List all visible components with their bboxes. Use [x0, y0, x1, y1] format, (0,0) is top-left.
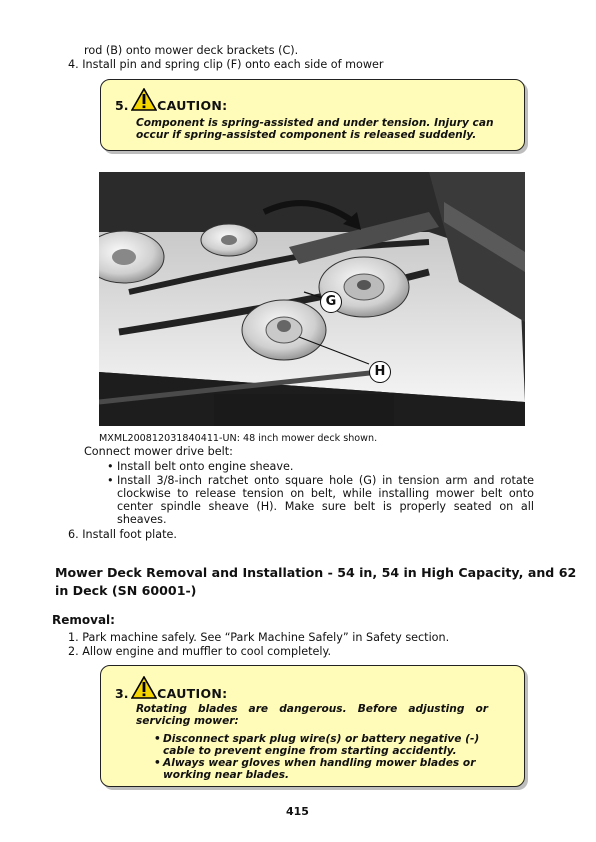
page-number: 415 [286, 805, 309, 818]
caution-box [100, 665, 525, 787]
mower-deck-illustration [99, 172, 525, 426]
warning-icon [131, 676, 157, 699]
caution-line: Rotating blades are dangerous. Before adjusting or [136, 703, 488, 715]
callout-g: G [320, 291, 342, 313]
caution-bullet-marker: • [154, 733, 161, 745]
caution-bullet-text: Always wear gloves when handling mower blades or [163, 757, 476, 769]
warning-icon [131, 88, 157, 111]
caution-line: Component is spring-assisted and under tension. Injury can [136, 117, 494, 129]
caution-bullet-text: cable to prevent engine from starting accidently. [163, 745, 457, 757]
step-3-continuation: rod (B) onto mower deck brackets (C). [84, 44, 299, 57]
step-6 [68, 528, 177, 542]
bullet-marker: • [107, 474, 114, 487]
caution-word: CAUTION: [157, 686, 228, 701]
step-number: 4. [68, 58, 79, 71]
figure-caption: MXML200812031840411-UN: 48 inch mower deck shown. [99, 433, 378, 444]
bullet-marker: • [107, 460, 114, 473]
mower-deck-figure [99, 172, 525, 426]
step-text: Install pin and spring clip (F) onto each side of mower [82, 58, 384, 71]
bullet-text: Install 3/8-inch ratchet onto square hole (G) in tension arm and rotate [117, 474, 534, 487]
step-4 [68, 58, 384, 72]
step-text: Park machine safely. See “Park Machine Safely” in Safety section. [82, 631, 450, 644]
caution-box [100, 79, 525, 151]
caution-bullet-marker: • [154, 757, 161, 769]
connect-belt-text: Connect mower drive belt: [84, 445, 233, 458]
step-text: Allow engine and muffler to cool completely. [82, 645, 332, 658]
caution-bullet-text: Disconnect spark plug wire(s) or battery negative (-) [163, 733, 480, 745]
step-text: Install foot plate. [82, 528, 177, 541]
caution-bullet-text: working near blades. [163, 769, 290, 781]
callout-h: H [369, 361, 391, 383]
bullet-text: sheaves. [117, 513, 167, 526]
caution-line: occur if spring-assisted component is released suddenly. [136, 129, 477, 141]
caution-number: 5. [115, 98, 129, 113]
bullet-text: center spindle sheave (H). Make sure belt is properly seated on all [117, 500, 534, 513]
step-number: 1. [68, 631, 79, 644]
caution-number: 3. [115, 686, 129, 701]
bullet-text: Install belt onto engine sheave. [117, 460, 294, 473]
caution-word: CAUTION: [157, 98, 228, 113]
bullet-text: clockwise to release tension on belt, while installing mower belt onto [117, 487, 534, 500]
section-heading: Mower Deck Removal and Installation - 54 in, 54 in High Capacity, and 62 [55, 565, 577, 580]
step-number: 6. [68, 528, 79, 541]
step-number: 2. [68, 645, 79, 658]
section-heading: in Deck (SN 60001-) [55, 583, 197, 598]
caution-line: servicing mower: [136, 715, 239, 727]
removal-step [68, 631, 449, 645]
removal-step [68, 645, 331, 659]
removal-label: Removal: [52, 613, 115, 627]
